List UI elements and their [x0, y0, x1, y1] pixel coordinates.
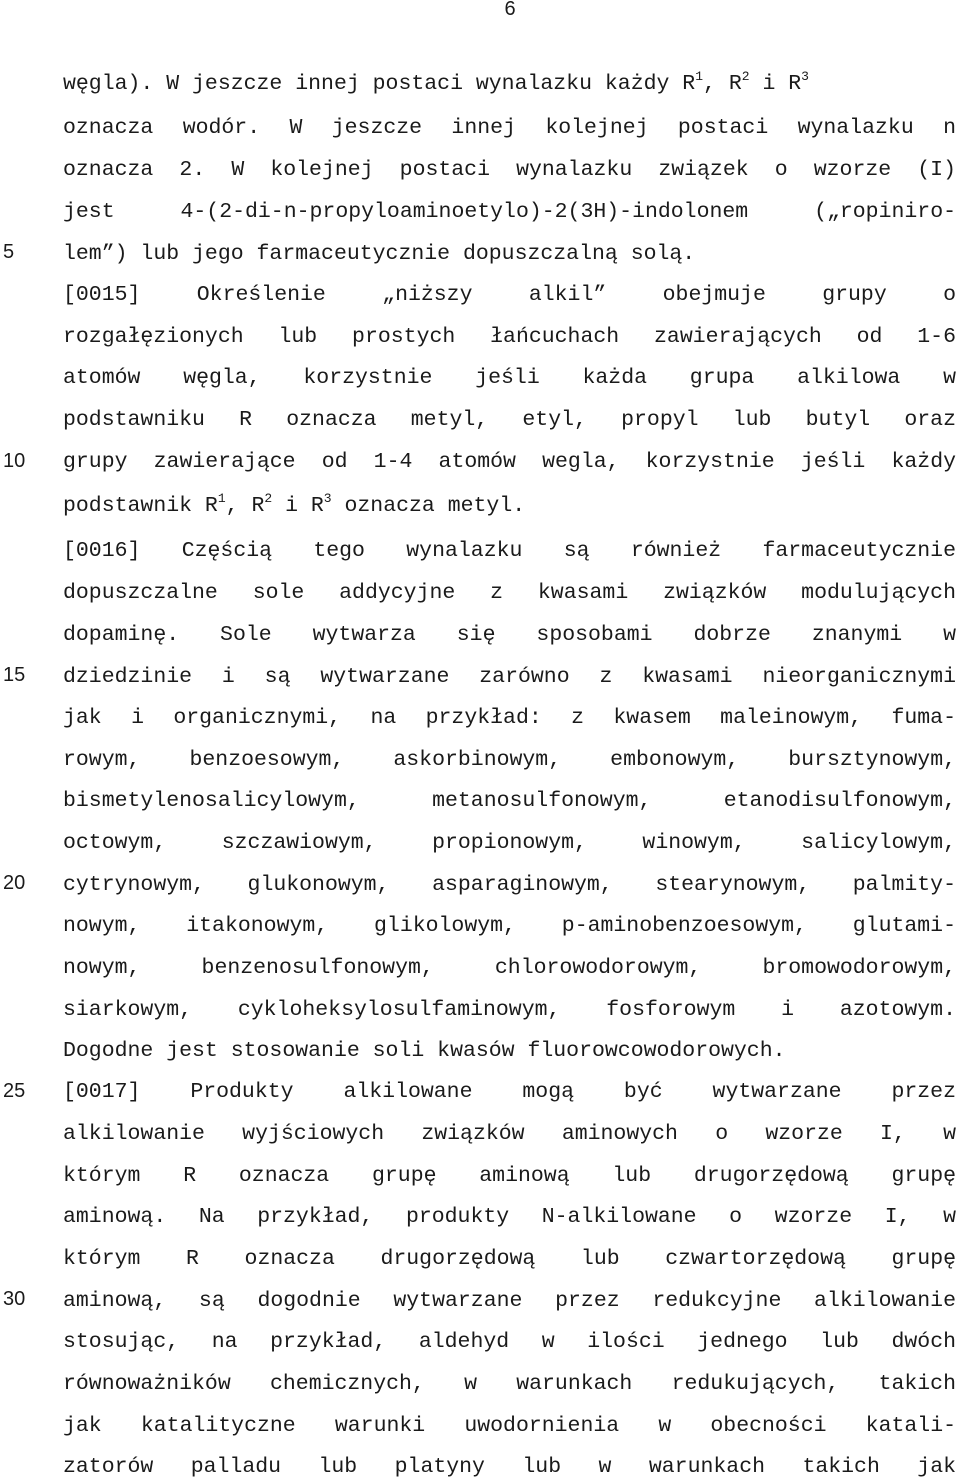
- line-number-15: 15: [3, 664, 26, 686]
- text-line: podstawnik $R^1$, $R^2$ i $R^3$ oznacza metyl.: [63, 491, 526, 518]
- text-line: jak i organicznymi, na przykład: z kwasem maleinowym, fuma-: [63, 706, 956, 730]
- text-line: którym R oznacza drugorzędową lub czwartorzędową grupę: [63, 1247, 956, 1271]
- paragraph-0016-line: [0016] Częścią tego wynalazku są również farmaceutycznie: [63, 539, 956, 563]
- text-line: podstawniku R oznacza metyl, etyl, propyl lub butyl oraz: [63, 408, 956, 432]
- paragraph-0017-line: [0017] Produkty alkilowane mogą być wytwarzane przez: [63, 1080, 956, 1104]
- text-line: aminową. Na przykład, produkty N-alkilowane o wzorze I, w: [63, 1205, 956, 1229]
- text-line: grupy zawierające od 1-4 atomów wegla, korzystnie jeśli każdy: [63, 450, 956, 474]
- text-line: octowym, szczawiowym, propionowym, winowym, salicylowym,: [63, 831, 956, 855]
- text-line: dopuszczalne sole addycyjne z kwasami związków modulujących: [63, 581, 956, 605]
- text-line: siarkowym, cykloheksylosulfaminowym, fosforowym i azotowym.: [63, 998, 956, 1022]
- line-number-5: 5: [3, 241, 15, 263]
- line-number-10: 10: [3, 450, 26, 472]
- text-line: jest 4-(2-di-n-propyloaminoetylo)-2(3H)-indolonem („ropiniro-: [63, 200, 956, 224]
- text-line: cytrynowym, glukonowym, asparaginowym, stearynowym, palmity-: [63, 873, 956, 897]
- page-number: 6: [504, 0, 516, 20]
- text-line: aminową, są dogodnie wytwarzane przez redukcyjne alkilowanie: [63, 1289, 956, 1313]
- text-line: oznacza wodór. W jeszcze innej kolejnej postaci wynalazku n: [63, 116, 956, 140]
- text-line: bismetylenosalicylowym, metanosulfonowym, etanodisulfonowym,: [63, 789, 956, 813]
- text-line: dopaminę. Sole wytwarza się sposobami dobrze znanymi w: [63, 623, 956, 647]
- text-line: równoważników chemicznych, w warunkach redukujących, takich: [63, 1372, 956, 1396]
- text-line: Dogodne jest stosowanie soli kwasów fluorowcowodorowych.: [63, 1039, 786, 1063]
- text-line: jak katalityczne warunki uwodornienia w obecności katali-: [63, 1414, 956, 1438]
- text-line: alkilowanie wyjściowych związków aminowych o wzorze I, w: [63, 1122, 956, 1146]
- text-line: którym R oznacza grupę aminową lub drugorzędową grupę: [63, 1164, 956, 1188]
- line-number-25: 25: [3, 1080, 26, 1102]
- line-number-30: 30: [3, 1288, 26, 1310]
- text-line: nowym, benzenosulfonowym, chlorowodorowym, bromowodorowym,: [63, 956, 956, 980]
- text-line: rozgałęzionych lub prostych łańcuchach zawierających od 1-6: [63, 325, 956, 349]
- text-line: atomów węgla, korzystnie jeśli każda grupa alkilowa w: [63, 366, 956, 390]
- text-line: lem”) lub jego farmaceutycznie dopuszczalną solą.: [63, 242, 696, 266]
- text-line: nowym, itakonowym, glikolowym, p-aminobenzoesowym, glutami-: [63, 914, 956, 938]
- line-number-20: 20: [3, 872, 26, 894]
- paragraph-0015-line: [0015] Określenie „niższy alkil” obejmuje grupy o: [63, 283, 956, 307]
- text-line: oznacza 2. W kolejnej postaci wynalazku związek o wzorze (I): [63, 158, 956, 182]
- text-line: dziedzinie i są wytwarzane zarówno z kwasami nieorganicznymi: [63, 665, 956, 689]
- text-line: zatorów palladu lub platyny lub w warunkach takich jak: [63, 1455, 956, 1479]
- text-line: węgla). W jeszcze innej postaci wynalazku każdy $R^1$, $R^2$ i $R^3$: [63, 69, 809, 96]
- text-line: stosując, na przykład, aldehyd w ilości jednego lub dwóch: [63, 1330, 956, 1354]
- text-line: rowym, benzoesowym, askorbinowym, embonowym, bursztynowym,: [63, 748, 956, 772]
